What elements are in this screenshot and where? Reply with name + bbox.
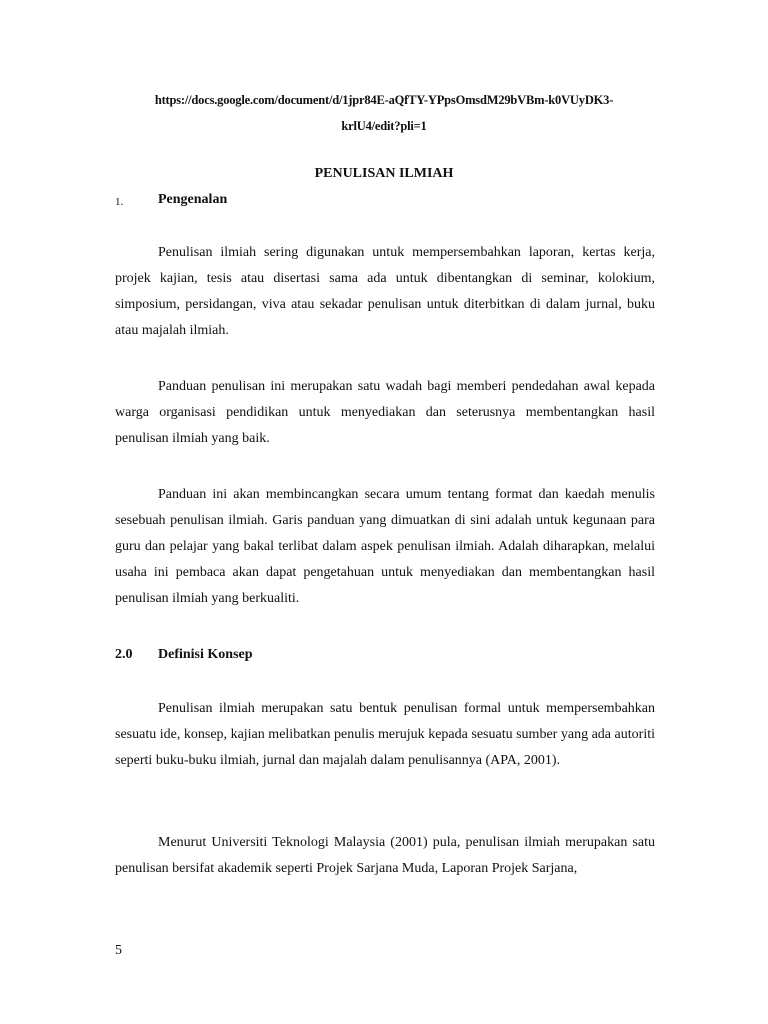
paragraph: Penulisan ilmiah sering digunakan untuk mempersembahkan laporan, kertas kerja, projek kajian, tesis atau disertasi sama ada untuk dibentangkan di seminar, kolokium, simposium, persidangan, viva atau sekadar penulisan untuk diterbitkan di dalam jurnal, buku atau majalah ilmiah. bbox=[115, 245, 655, 338]
section-2-heading: Definisi Konsep bbox=[158, 647, 253, 662]
paragraph: Menurut Universiti Teknologi Malaysia (2001) pula, penulisan ilmiah merupakan satu penulisan bersifat akademik seperti Projek Sarjana Muda, Laporan Projek Sarjana, bbox=[115, 835, 655, 876]
paragraph: Panduan ini akan membincangkan secara umum tentang format dan kaedah menulis sesebuah penulisan ilmiah. Garis panduan yang dimuatkan di sini adalah untuk kegunaan para guru dan pelajar yang bakal terlibat dalam aspek penulisan ilmiah. Adalah diharapkan, melalui usaha ini pembaca akan dapat pengetahuan untuk menyediakan dan membentangkan hasil penulisan ilmiah yang berkualiti. bbox=[115, 487, 655, 606]
source-url-line-2: krlU4/edit?pli=1 bbox=[341, 119, 427, 133]
source-url-line-1: https://docs.google.com/document/d/1jpr84E-aQfTY-YPpsOmsdM29bVBm-k0VUyDK3- bbox=[154, 93, 614, 107]
section-1-number: 1. bbox=[115, 196, 124, 208]
section-2-number: 2.0 bbox=[115, 647, 133, 662]
page-number: 5 bbox=[115, 943, 122, 958]
paragraph: Panduan penulisan ini merupakan satu wadah bagi memberi pendedahan awal kepada warga organisasi pendidikan untuk menyediakan dan seterusnya membentangkan hasil penulisan ilmiah yang baik. bbox=[115, 379, 655, 446]
section-1-heading: Pengenalan bbox=[158, 192, 228, 207]
paragraph: Penulisan ilmiah merupakan satu bentuk penulisan formal untuk mempersembahkan sesuatu ide, konsep, kajian melibatkan penulis merujuk kepada sesuatu sumber yang ada autoriti seperti buku-buku ilmiah, jurnal dan majalah dalam penulisannya (APA, 2001). bbox=[115, 701, 655, 768]
document-title: PENULISAN ILMIAH bbox=[314, 166, 454, 181]
